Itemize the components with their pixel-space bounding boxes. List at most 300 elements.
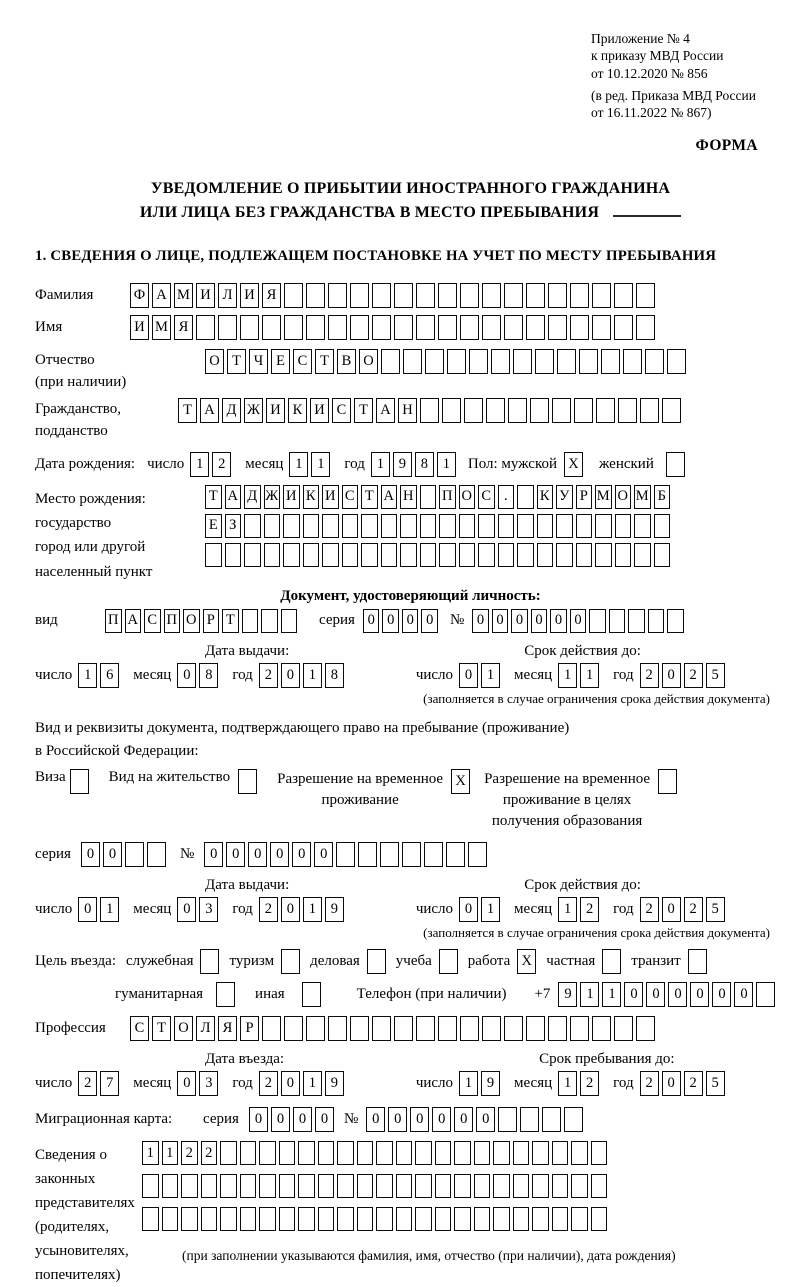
char-cell[interactable] [498,1107,517,1132]
char-cell[interactable] [394,1016,413,1041]
char-cell[interactable] [357,1141,374,1165]
char-cell[interactable] [592,283,611,308]
char-cell[interactable]: 0 [432,1107,451,1132]
char-cell[interactable]: 2 [684,897,703,922]
char-cell[interactable]: Т [205,485,222,509]
char-cell[interactable] [201,1174,218,1198]
char-cell[interactable]: В [337,349,356,374]
char-cell[interactable]: 0 [103,842,122,867]
char-cell[interactable] [591,1141,608,1165]
char-cell[interactable]: 0 [248,842,267,867]
char-cell[interactable] [636,283,655,308]
char-cell[interactable] [535,349,554,374]
char-cell[interactable]: У [556,485,573,509]
char-cell[interactable] [218,315,237,340]
char-cell[interactable] [306,283,325,308]
char-cell[interactable] [328,315,347,340]
char-cell[interactable]: Л [196,1016,215,1041]
char-cell[interactable]: 0 [492,609,509,633]
char-cell[interactable] [460,315,479,340]
char-cell[interactable]: 2 [259,663,278,688]
char-cell[interactable] [125,842,144,867]
char-cell[interactable] [380,842,399,867]
char-cell[interactable] [517,543,534,567]
char-cell[interactable]: 0 [293,1107,312,1132]
char-cell[interactable] [376,1141,393,1165]
char-cell[interactable] [667,609,684,633]
char-cell[interactable] [640,398,659,423]
char-cell[interactable]: 0 [712,982,731,1007]
char-cell[interactable]: Ж [264,485,281,509]
char-cell[interactable] [464,398,483,423]
char-cell[interactable] [504,315,523,340]
char-cell[interactable] [595,514,612,538]
char-cell[interactable] [459,543,476,567]
char-cell[interactable] [396,1207,413,1231]
char-cell[interactable] [447,349,466,374]
char-cell[interactable]: 9 [393,452,412,477]
char-cell[interactable]: 1 [162,1141,179,1165]
char-cell[interactable] [350,315,369,340]
char-cell[interactable] [570,283,589,308]
char-cell[interactable] [279,1207,296,1231]
char-cell[interactable]: 0 [662,897,681,922]
char-cell[interactable] [372,1016,391,1041]
char-cell[interactable] [478,514,495,538]
char-cell[interactable]: 0 [511,609,528,633]
char-cell[interactable]: И [196,283,215,308]
char-cell[interactable]: З [225,514,242,538]
char-cell[interactable] [381,514,398,538]
char-cell[interactable]: 0 [668,982,687,1007]
char-cell[interactable]: А [381,485,398,509]
char-cell[interactable] [498,543,515,567]
char-cell[interactable] [416,1016,435,1041]
char-cell[interactable]: Б [654,485,671,509]
char-cell[interactable] [513,1174,530,1198]
char-cell[interactable] [548,283,567,308]
char-cell[interactable]: Д [222,398,241,423]
char-cell[interactable] [460,1016,479,1041]
char-cell[interactable] [298,1207,315,1231]
char-cell[interactable]: Н [398,398,417,423]
char-cell[interactable]: М [634,485,651,509]
char-cell[interactable] [628,609,645,633]
char-cell[interactable] [302,982,321,1007]
char-cell[interactable]: М [152,315,171,340]
char-cell[interactable] [298,1141,315,1165]
char-cell[interactable] [468,842,487,867]
char-cell[interactable] [396,1174,413,1198]
char-cell[interactable] [415,1141,432,1165]
char-cell[interactable] [415,1174,432,1198]
char-cell[interactable]: 1 [100,897,119,922]
char-cell[interactable]: 0 [472,609,489,633]
char-cell[interactable] [526,315,545,340]
char-cell[interactable] [279,1174,296,1198]
char-cell[interactable] [654,514,671,538]
char-cell[interactable]: 0 [570,609,587,633]
char-cell[interactable] [517,485,534,509]
char-cell[interactable]: 0 [410,1107,429,1132]
char-cell[interactable] [306,1016,325,1041]
char-cell[interactable]: 5 [706,1071,725,1096]
char-cell[interactable]: О [615,485,632,509]
char-cell[interactable] [634,543,651,567]
char-cell[interactable] [615,543,632,567]
char-cell[interactable] [493,1174,510,1198]
char-cell[interactable] [667,349,686,374]
char-cell[interactable] [279,1141,296,1165]
char-cell[interactable] [513,1141,530,1165]
char-cell[interactable] [454,1174,471,1198]
char-cell[interactable] [460,283,479,308]
char-cell[interactable]: 2 [640,1071,659,1096]
char-cell[interactable]: И [310,398,329,423]
char-cell[interactable]: 0 [531,609,548,633]
char-cell[interactable]: О [359,349,378,374]
char-cell[interactable] [520,1107,539,1132]
char-cell[interactable]: Д [244,485,261,509]
char-cell[interactable] [474,1207,491,1231]
char-cell[interactable]: 1 [481,663,500,688]
char-cell[interactable] [264,543,281,567]
char-cell[interactable]: 1 [289,452,308,477]
char-cell[interactable]: П [105,609,122,633]
char-cell[interactable]: Е [271,349,290,374]
char-cell[interactable] [478,543,495,567]
char-cell[interactable] [548,315,567,340]
char-cell[interactable]: 0 [734,982,753,1007]
char-cell[interactable] [400,543,417,567]
char-cell[interactable]: 0 [281,1071,300,1096]
char-cell[interactable] [486,398,505,423]
char-cell[interactable] [438,1016,457,1041]
char-cell[interactable]: 0 [459,663,478,688]
char-cell[interactable] [201,1207,218,1231]
char-cell[interactable] [636,315,655,340]
char-cell[interactable] [220,1174,237,1198]
char-cell[interactable] [645,349,664,374]
char-cell[interactable]: 0 [78,897,97,922]
char-cell[interactable] [322,543,339,567]
char-cell[interactable] [240,1174,257,1198]
char-cell[interactable]: 0 [624,982,643,1007]
char-cell[interactable] [552,1174,569,1198]
char-cell[interactable] [442,398,461,423]
char-cell[interactable]: И [240,283,259,308]
char-cell[interactable]: И [322,485,339,509]
char-cell[interactable] [571,1174,588,1198]
char-cell[interactable] [306,315,325,340]
char-cell[interactable]: 1 [190,452,209,477]
char-cell[interactable] [328,1016,347,1041]
char-cell[interactable]: 1 [371,452,390,477]
char-cell[interactable]: 1 [303,897,322,922]
char-cell[interactable] [242,609,259,633]
char-cell[interactable]: С [293,349,312,374]
char-cell[interactable]: С [342,485,359,509]
char-cell[interactable]: 2 [201,1141,218,1165]
char-cell[interactable] [504,283,523,308]
char-cell[interactable] [328,283,347,308]
char-cell[interactable]: 0 [292,842,311,867]
char-cell[interactable] [571,1207,588,1231]
char-cell[interactable] [537,514,554,538]
char-cell[interactable] [259,1141,276,1165]
char-cell[interactable]: Е [205,514,222,538]
char-cell[interactable]: 0 [550,609,567,633]
char-cell[interactable]: 1 [459,1071,478,1096]
char-cell[interactable]: 2 [580,897,599,922]
char-cell[interactable] [570,1016,589,1041]
char-cell[interactable]: 0 [177,663,196,688]
char-cell[interactable]: 2 [684,663,703,688]
char-cell[interactable] [162,1207,179,1231]
char-cell[interactable] [636,1016,655,1041]
char-cell[interactable] [592,315,611,340]
char-cell[interactable] [376,1207,393,1231]
char-cell[interactable]: Т [222,609,239,633]
char-cell[interactable] [372,315,391,340]
char-cell[interactable] [262,315,281,340]
char-cell[interactable] [591,1174,608,1198]
char-cell[interactable] [283,514,300,538]
char-cell[interactable]: 0 [382,609,399,633]
char-cell[interactable] [200,949,219,974]
char-cell[interactable] [162,1174,179,1198]
char-cell[interactable]: И [130,315,149,340]
char-cell[interactable] [634,514,651,538]
char-cell[interactable]: С [478,485,495,509]
char-cell[interactable] [579,349,598,374]
char-cell[interactable]: X [517,949,536,974]
char-cell[interactable] [284,1016,303,1041]
char-cell[interactable] [350,1016,369,1041]
char-cell[interactable] [446,842,465,867]
char-cell[interactable]: 5 [706,897,725,922]
char-cell[interactable] [261,609,278,633]
char-cell[interactable] [376,1174,393,1198]
char-cell[interactable] [283,543,300,567]
char-cell[interactable] [181,1207,198,1231]
char-cell[interactable] [493,1207,510,1231]
char-cell[interactable] [596,398,615,423]
char-cell[interactable]: Т [227,349,246,374]
char-cell[interactable]: 1 [558,1071,577,1096]
char-cell[interactable] [318,1174,335,1198]
char-cell[interactable] [615,514,632,538]
char-cell[interactable]: 0 [81,842,100,867]
char-cell[interactable] [400,514,417,538]
char-cell[interactable] [70,769,89,794]
char-cell[interactable]: 2 [212,452,231,477]
char-cell[interactable] [322,514,339,538]
char-cell[interactable]: О [459,485,476,509]
char-cell[interactable] [244,514,261,538]
char-cell[interactable]: А [200,398,219,423]
char-cell[interactable] [357,1207,374,1231]
char-cell[interactable] [361,514,378,538]
char-cell[interactable]: 2 [259,1071,278,1096]
char-cell[interactable] [570,315,589,340]
char-cell[interactable]: А [225,485,242,509]
char-cell[interactable] [552,1207,569,1231]
char-cell[interactable] [526,283,545,308]
char-cell[interactable]: 0 [690,982,709,1007]
char-cell[interactable] [602,949,621,974]
char-cell[interactable]: Ж [244,398,263,423]
char-cell[interactable] [281,609,298,633]
char-cell[interactable] [493,1141,510,1165]
char-cell[interactable] [482,283,501,308]
char-cell[interactable]: 1 [481,897,500,922]
char-cell[interactable] [402,842,421,867]
char-cell[interactable] [556,543,573,567]
char-cell[interactable]: 1 [558,897,577,922]
char-cell[interactable]: 0 [476,1107,495,1132]
char-cell[interactable] [147,842,166,867]
char-cell[interactable]: 9 [558,982,577,1007]
char-cell[interactable] [459,514,476,538]
char-cell[interactable] [435,1174,452,1198]
char-cell[interactable] [394,283,413,308]
char-cell[interactable] [614,1016,633,1041]
char-cell[interactable] [469,349,488,374]
char-cell[interactable] [662,398,681,423]
char-cell[interactable]: 1 [602,982,621,1007]
char-cell[interactable] [592,1016,611,1041]
char-cell[interactable]: Т [152,1016,171,1041]
char-cell[interactable] [240,1141,257,1165]
char-cell[interactable] [181,1174,198,1198]
char-cell[interactable] [601,349,620,374]
char-cell[interactable] [614,315,633,340]
char-cell[interactable]: 0 [226,842,245,867]
char-cell[interactable]: И [266,398,285,423]
char-cell[interactable] [438,283,457,308]
char-cell[interactable]: 8 [325,663,344,688]
char-cell[interactable] [238,769,257,794]
char-cell[interactable] [530,398,549,423]
char-cell[interactable] [609,609,626,633]
char-cell[interactable] [532,1207,549,1231]
char-cell[interactable] [420,543,437,567]
char-cell[interactable] [142,1207,159,1231]
char-cell[interactable] [262,1016,281,1041]
char-cell[interactable] [420,485,437,509]
char-cell[interactable]: 8 [415,452,434,477]
char-cell[interactable]: Я [218,1016,237,1041]
char-cell[interactable]: 2 [78,1071,97,1096]
char-cell[interactable]: О [183,609,200,633]
char-cell[interactable] [259,1207,276,1231]
char-cell[interactable]: 2 [181,1141,198,1165]
char-cell[interactable] [259,1174,276,1198]
char-cell[interactable] [439,543,456,567]
char-cell[interactable] [142,1174,159,1198]
char-cell[interactable]: О [174,1016,193,1041]
char-cell[interactable] [244,543,261,567]
char-cell[interactable] [342,514,359,538]
char-cell[interactable]: 5 [706,663,725,688]
char-cell[interactable] [196,315,215,340]
char-cell[interactable] [420,514,437,538]
char-cell[interactable] [337,1207,354,1231]
char-cell[interactable]: О [205,349,224,374]
char-cell[interactable] [517,514,534,538]
char-cell[interactable] [756,982,775,1007]
char-cell[interactable] [589,609,606,633]
char-cell[interactable] [298,1174,315,1198]
char-cell[interactable] [336,842,355,867]
char-cell[interactable] [240,315,259,340]
char-cell[interactable] [420,398,439,423]
char-cell[interactable]: 3 [199,1071,218,1096]
char-cell[interactable]: 0 [363,609,380,633]
char-cell[interactable] [416,283,435,308]
char-cell[interactable]: 1 [142,1141,159,1165]
char-cell[interactable]: 2 [580,1071,599,1096]
char-cell[interactable]: С [130,1016,149,1041]
char-cell[interactable] [474,1174,491,1198]
char-cell[interactable] [372,283,391,308]
char-cell[interactable]: К [288,398,307,423]
char-cell[interactable] [482,1016,501,1041]
char-cell[interactable] [367,949,386,974]
char-cell[interactable]: 0 [366,1107,385,1132]
char-cell[interactable] [552,1141,569,1165]
char-cell[interactable]: 9 [481,1071,500,1096]
char-cell[interactable]: Р [576,485,593,509]
char-cell[interactable]: Р [203,609,220,633]
char-cell[interactable]: К [537,485,554,509]
char-cell[interactable]: 2 [640,663,659,688]
char-cell[interactable] [439,949,458,974]
char-cell[interactable] [532,1141,549,1165]
char-cell[interactable]: 0 [314,842,333,867]
char-cell[interactable]: 0 [459,897,478,922]
char-cell[interactable]: Р [240,1016,259,1041]
char-cell[interactable] [318,1141,335,1165]
char-cell[interactable]: С [144,609,161,633]
char-cell[interactable] [504,1016,523,1041]
char-cell[interactable]: 0 [271,1107,290,1132]
char-cell[interactable] [623,349,642,374]
char-cell[interactable] [361,543,378,567]
char-cell[interactable] [205,543,222,567]
char-cell[interactable] [571,1141,588,1165]
char-cell[interactable] [425,349,444,374]
char-cell[interactable] [574,398,593,423]
char-cell[interactable] [557,349,576,374]
char-cell[interactable] [337,1141,354,1165]
char-cell[interactable] [595,543,612,567]
char-cell[interactable]: И [283,485,300,509]
char-cell[interactable] [454,1207,471,1231]
char-cell[interactable] [474,1141,491,1165]
char-cell[interactable]: X [451,769,470,794]
char-cell[interactable] [396,1141,413,1165]
char-cell[interactable] [240,1207,257,1231]
char-cell[interactable] [556,514,573,538]
char-cell[interactable]: 0 [204,842,223,867]
char-cell[interactable]: 9 [325,1071,344,1096]
char-cell[interactable]: 1 [303,1071,322,1096]
char-cell[interactable] [552,398,571,423]
char-cell[interactable]: . [498,485,515,509]
char-cell[interactable]: X [564,452,583,477]
